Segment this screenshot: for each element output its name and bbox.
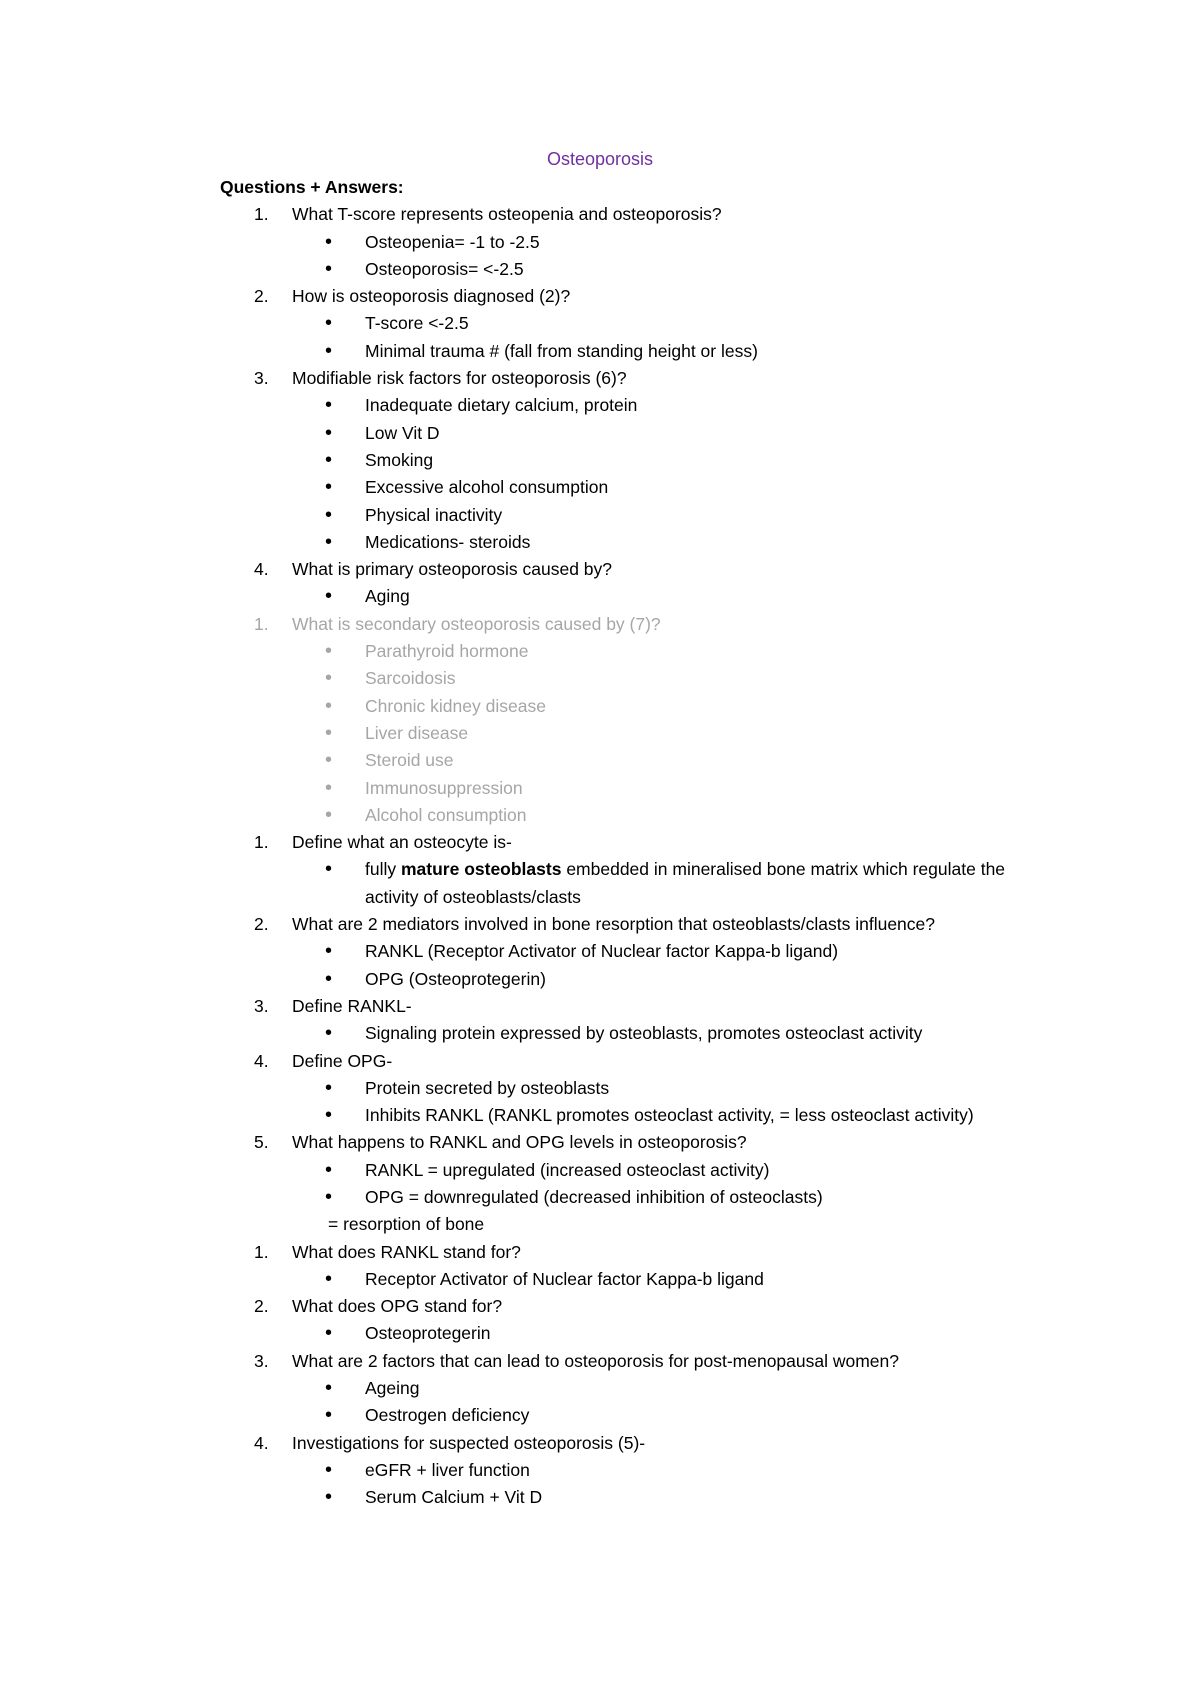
question-item-faded (220, 611, 1120, 638)
question-number: 1. (254, 832, 269, 853)
answer-bullet (220, 229, 1120, 256)
bullet-icon: • (325, 503, 333, 526)
question-item (220, 993, 1120, 1020)
answer-bullet (220, 638, 1120, 665)
question-text: Define RANKL- (292, 995, 412, 1016)
answer-text: eGFR + liver function (365, 1459, 530, 1480)
answer-text: OPG (Osteoprotegerin) (365, 968, 546, 989)
question-item (220, 1048, 1120, 1075)
answer-text: Osteoporosis= <-2.5 (365, 258, 524, 279)
question-number: 2. (254, 286, 269, 307)
answer-text: Inadequate dietary calcium, protein (365, 395, 638, 416)
question-text: What is secondary osteoporosis caused by (7)? (292, 613, 661, 634)
question-item (220, 1293, 1120, 1320)
bullet-icon: • (325, 585, 333, 608)
section-heading: Questions + Answers: (220, 177, 404, 197)
question-text: What happens to RANKL and OPG levels in osteoporosis? (292, 1132, 747, 1153)
bullet-icon: • (325, 339, 333, 362)
answer-bullet (220, 802, 1120, 829)
answer-bullet (220, 1102, 1120, 1129)
question-text: What are 2 factors that can lead to osteoporosis for post-menopausal women? (292, 1350, 899, 1371)
answer-bullet (220, 1402, 1120, 1429)
question-text: Investigations for suspected osteoporosis (5)- (292, 1432, 646, 1453)
bullet-icon: • (325, 448, 333, 471)
answer-bullet (220, 1375, 1120, 1402)
bullet-icon: • (325, 421, 333, 444)
question-text: Define OPG- (292, 1050, 393, 1071)
answer-bullet (220, 1320, 1120, 1347)
question-text: What does OPG stand for? (292, 1296, 503, 1317)
bullet-icon: • (325, 1458, 333, 1481)
question-item (220, 283, 1120, 310)
answer-bullet (220, 338, 1120, 365)
answer-text: RANKL (Receptor Activator of Nuclear factor Kappa-b ligand) (365, 941, 839, 962)
bullet-icon: • (325, 940, 333, 963)
bullet-icon: • (325, 257, 333, 280)
bullet-icon: • (325, 312, 333, 335)
bullet-icon: • (325, 640, 333, 663)
bullet-icon: • (325, 1377, 333, 1400)
answer-text: Oestrogen deficiency (365, 1405, 530, 1426)
answer-text: OPG = downregulated (decreased inhibition of osteoclasts) (365, 1186, 823, 1207)
answer-text-bold: mature osteoblasts (400, 859, 562, 880)
answer-bullet (220, 529, 1120, 556)
answer-text (365, 856, 1045, 911)
answer-bullet (220, 747, 1120, 774)
bullet-icon: • (325, 694, 333, 717)
answer-text: Physical inactivity (365, 504, 503, 525)
question-item (220, 1239, 1120, 1266)
answer-note: = resorption of bone (328, 1214, 485, 1235)
answer-bullet (220, 502, 1120, 529)
question-text: What is primary osteoporosis caused by? (292, 559, 612, 580)
answer-text: Excessive alcohol consumption (365, 477, 609, 498)
question-item (220, 1348, 1120, 1375)
question-number: 3. (254, 368, 269, 389)
bullet-icon: • (325, 1158, 333, 1181)
answer-text: Medications- steroids (365, 531, 531, 552)
answer-bullet (220, 1020, 1120, 1047)
answer-text: Low Vit D (365, 422, 440, 443)
answer-text: Osteoprotegerin (365, 1323, 491, 1344)
answer-text: Liver disease (365, 722, 469, 743)
bullet-icon: • (325, 721, 333, 744)
answer-text: Aging (365, 586, 410, 607)
answer-text: Inhibits RANKL (RANKL promotes osteoclast activity, = less osteoclast activity) (365, 1105, 974, 1126)
answer-text: Steroid use (365, 750, 454, 771)
answer-bullet (220, 856, 1120, 911)
answer-bullet (220, 775, 1120, 802)
answer-bullet (220, 720, 1120, 747)
answer-bullet (220, 1266, 1120, 1293)
answer-text: Protein secreted by osteoblasts (365, 1077, 610, 1098)
question-number: 4. (254, 1432, 269, 1453)
answer-text: Minimal trauma # (fall from standing height or less) (365, 340, 758, 361)
answer-text: Sarcoidosis (365, 668, 456, 689)
bullet-icon: • (325, 394, 333, 417)
bullet-icon: • (325, 967, 333, 990)
bullet-icon: • (325, 1076, 333, 1099)
bullet-icon: • (325, 803, 333, 826)
question-number: 1. (254, 204, 269, 225)
answer-text: Signaling protein expressed by osteoblasts, promotes osteoclast activity (365, 1023, 923, 1044)
answer-bullet (220, 310, 1120, 337)
question-text: What does RANKL stand for? (292, 1241, 521, 1262)
answer-bullet (220, 392, 1120, 419)
question-number: 1. (254, 613, 269, 634)
answer-text: Osteopenia= -1 to -2.5 (365, 231, 540, 252)
question-number: 5. (254, 1132, 269, 1153)
question-number: 2. (254, 1296, 269, 1317)
question-number: 3. (254, 995, 269, 1016)
answer-bullet (220, 1457, 1120, 1484)
answer-bullet (220, 447, 1120, 474)
answer-text: Receptor Activator of Nuclear factor Kappa-b ligand (365, 1268, 764, 1289)
question-item (220, 911, 1120, 938)
answer-text: Serum Calcium + Vit D (365, 1487, 543, 1508)
bullet-icon: • (325, 858, 333, 881)
bullet-icon: • (325, 230, 333, 253)
answer-text: RANKL = upregulated (increased osteoclast activity) (365, 1159, 770, 1180)
bullet-icon: • (325, 749, 333, 772)
answer-bullet (220, 665, 1120, 692)
question-text: How is osteoporosis diagnosed (2)? (292, 286, 571, 307)
question-item (220, 1430, 1120, 1457)
document-body (220, 174, 1120, 1512)
question-item (220, 1129, 1120, 1156)
document-title: Osteoporosis (546, 149, 654, 169)
bullet-icon: • (325, 530, 333, 553)
bullet-icon: • (325, 476, 333, 499)
question-text: What T-score represents osteopenia and osteoporosis? (292, 204, 722, 225)
question-number: 1. (254, 1241, 269, 1262)
answer-bullet (220, 420, 1120, 447)
answer-bullet (220, 1184, 1120, 1211)
question-item (220, 829, 1120, 856)
answer-text: Immunosuppression (365, 777, 523, 798)
answer-text: Parathyroid hormone (365, 641, 529, 662)
answer-bullet (220, 474, 1120, 501)
answer-text: Chronic kidney disease (365, 695, 546, 716)
answer-bullet (220, 938, 1120, 965)
answer-bullet (220, 1484, 1120, 1511)
answer-text: Ageing (365, 1378, 420, 1399)
bullet-icon: • (325, 1022, 333, 1045)
bullet-icon: • (325, 1185, 333, 1208)
question-item (220, 201, 1120, 228)
bullet-icon: • (325, 1267, 333, 1290)
bullet-icon: • (325, 1404, 333, 1427)
question-item (220, 556, 1120, 583)
answer-bullet (220, 1075, 1120, 1102)
answer-bullet (220, 1157, 1120, 1184)
answer-text: T-score <-2.5 (365, 313, 469, 334)
question-number: 2. (254, 914, 269, 935)
answer-text-pre: fully (365, 859, 401, 880)
bullet-icon: • (325, 1322, 333, 1345)
bullet-icon: • (325, 667, 333, 690)
answer-text: Alcohol consumption (365, 804, 527, 825)
question-text: Modifiable risk factors for osteoporosis (6)? (292, 368, 627, 389)
answer-text-post: embedded in mineralised bone matrix which regulate the activity of osteoblasts/clasts (365, 859, 1006, 907)
answer-text: Smoking (365, 449, 434, 470)
question-item (220, 365, 1120, 392)
answer-bullet (220, 256, 1120, 283)
question-text: Define what an osteocyte is- (292, 832, 512, 853)
bullet-icon: • (325, 776, 333, 799)
answer-bullet (220, 583, 1120, 610)
question-number: 4. (254, 559, 269, 580)
question-number: 4. (254, 1050, 269, 1071)
question-number: 3. (254, 1350, 269, 1371)
answer-bullet (220, 693, 1120, 720)
bullet-icon: • (325, 1104, 333, 1127)
bullet-icon: • (325, 1486, 333, 1509)
question-text: What are 2 mediators involved in bone resorption that osteoblasts/clasts influence? (292, 914, 935, 935)
answer-bullet (220, 966, 1120, 993)
